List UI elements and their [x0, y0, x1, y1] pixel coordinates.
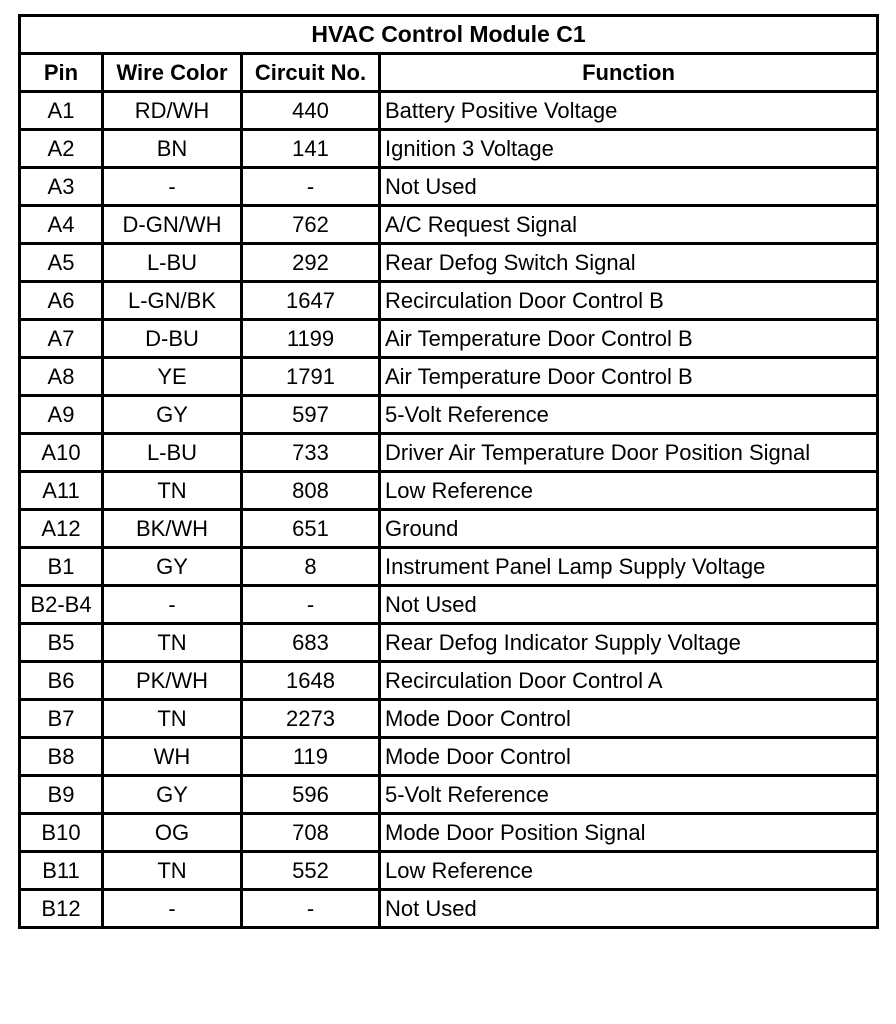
circuit-no-cell: 440 [242, 92, 380, 130]
table-row [20, 586, 878, 624]
circuit-no-cell: 8 [242, 548, 380, 586]
function-cell: 5-Volt Reference [380, 396, 878, 434]
function-cell: Driver Air Temperature Door Position Signal [380, 434, 878, 472]
circuit-no-cell: 683 [242, 624, 380, 662]
wire-color-cell: - [103, 168, 242, 206]
pin-cell: A7 [20, 320, 103, 358]
table-row [20, 206, 878, 244]
table-row [20, 738, 878, 776]
table-row [20, 282, 878, 320]
wire-color-cell: GY [103, 396, 242, 434]
wire-color-cell: PK/WH [103, 662, 242, 700]
pin-cell: B12 [20, 890, 103, 928]
wire-color-cell: WH [103, 738, 242, 776]
wire-color-cell: YE [103, 358, 242, 396]
function-cell: 5-Volt Reference [380, 776, 878, 814]
table-row [20, 320, 878, 358]
circuit-no-cell: 597 [242, 396, 380, 434]
table-row [20, 890, 878, 928]
pin-cell: B7 [20, 700, 103, 738]
table-row [20, 396, 878, 434]
function-cell: Low Reference [380, 852, 878, 890]
table-row [20, 434, 878, 472]
circuit-no-cell: 596 [242, 776, 380, 814]
circuit-no-cell: 552 [242, 852, 380, 890]
circuit-no-cell: 1199 [242, 320, 380, 358]
function-cell: Low Reference [380, 472, 878, 510]
header-function: Function [380, 54, 878, 92]
table-title: HVAC Control Module C1 [20, 16, 878, 54]
wire-color-cell: D-GN/WH [103, 206, 242, 244]
circuit-no-cell: 762 [242, 206, 380, 244]
function-cell: Recirculation Door Control B [380, 282, 878, 320]
function-cell: Mode Door Position Signal [380, 814, 878, 852]
circuit-no-cell: 808 [242, 472, 380, 510]
pin-cell: B1 [20, 548, 103, 586]
pin-cell: B10 [20, 814, 103, 852]
pin-cell: A12 [20, 510, 103, 548]
circuit-no-cell: 2273 [242, 700, 380, 738]
circuit-no-cell: 1647 [242, 282, 380, 320]
function-cell: Rear Defog Switch Signal [380, 244, 878, 282]
pin-cell: A8 [20, 358, 103, 396]
function-cell: Not Used [380, 168, 878, 206]
pin-cell: B11 [20, 852, 103, 890]
circuit-no-cell: 708 [242, 814, 380, 852]
header-wire-color: Wire Color [103, 54, 242, 92]
pin-cell: A4 [20, 206, 103, 244]
wire-color-cell: BN [103, 130, 242, 168]
function-cell: Mode Door Control [380, 738, 878, 776]
pin-cell: A5 [20, 244, 103, 282]
wire-color-cell: D-BU [103, 320, 242, 358]
wire-color-cell: RD/WH [103, 92, 242, 130]
table-row [20, 624, 878, 662]
wire-color-cell: OG [103, 814, 242, 852]
pin-cell: A11 [20, 472, 103, 510]
wire-color-cell: L-GN/BK [103, 282, 242, 320]
function-cell: Not Used [380, 586, 878, 624]
function-cell: Ground [380, 510, 878, 548]
table-row [20, 852, 878, 890]
header-row [20, 54, 878, 92]
pinout-table [18, 14, 879, 929]
table-row [20, 814, 878, 852]
function-cell: Battery Positive Voltage [380, 92, 878, 130]
pin-cell: A6 [20, 282, 103, 320]
wire-color-cell: TN [103, 472, 242, 510]
wire-color-cell: L-BU [103, 434, 242, 472]
pin-cell: A2 [20, 130, 103, 168]
pin-cell: B6 [20, 662, 103, 700]
wire-color-cell: TN [103, 624, 242, 662]
pin-cell: B8 [20, 738, 103, 776]
function-cell: Air Temperature Door Control B [380, 320, 878, 358]
wire-color-cell: - [103, 890, 242, 928]
pin-cell: B9 [20, 776, 103, 814]
circuit-no-cell: - [242, 168, 380, 206]
function-cell: Air Temperature Door Control B [380, 358, 878, 396]
table-row [20, 244, 878, 282]
function-cell: A/C Request Signal [380, 206, 878, 244]
header-pin: Pin [20, 54, 103, 92]
table-row [20, 168, 878, 206]
table-row [20, 510, 878, 548]
title-row [20, 16, 878, 54]
pin-cell: B5 [20, 624, 103, 662]
function-cell: Rear Defog Indicator Supply Voltage [380, 624, 878, 662]
circuit-no-cell: 119 [242, 738, 380, 776]
circuit-no-cell: 292 [242, 244, 380, 282]
wire-color-cell: TN [103, 852, 242, 890]
pin-cell: B2-B4 [20, 586, 103, 624]
table-row [20, 776, 878, 814]
table-row [20, 130, 878, 168]
circuit-no-cell: 141 [242, 130, 380, 168]
circuit-no-cell: 1791 [242, 358, 380, 396]
function-cell: Mode Door Control [380, 700, 878, 738]
table-row [20, 472, 878, 510]
wire-color-cell: L-BU [103, 244, 242, 282]
header-circuit-no: Circuit No. [242, 54, 380, 92]
function-cell: Not Used [380, 890, 878, 928]
circuit-no-cell: 1648 [242, 662, 380, 700]
circuit-no-cell: 733 [242, 434, 380, 472]
pin-cell: A9 [20, 396, 103, 434]
wire-color-cell: GY [103, 776, 242, 814]
circuit-no-cell: - [242, 586, 380, 624]
pin-cell: A3 [20, 168, 103, 206]
wire-color-cell: - [103, 586, 242, 624]
table-row [20, 662, 878, 700]
table-row [20, 358, 878, 396]
table-row [20, 548, 878, 586]
wire-color-cell: GY [103, 548, 242, 586]
function-cell: Recirculation Door Control A [380, 662, 878, 700]
circuit-no-cell: 651 [242, 510, 380, 548]
table-row [20, 700, 878, 738]
pin-cell: A10 [20, 434, 103, 472]
wire-color-cell: BK/WH [103, 510, 242, 548]
function-cell: Ignition 3 Voltage [380, 130, 878, 168]
circuit-no-cell: - [242, 890, 380, 928]
wire-color-cell: TN [103, 700, 242, 738]
function-cell: Instrument Panel Lamp Supply Voltage [380, 548, 878, 586]
table-row [20, 92, 878, 130]
pin-cell: A1 [20, 92, 103, 130]
